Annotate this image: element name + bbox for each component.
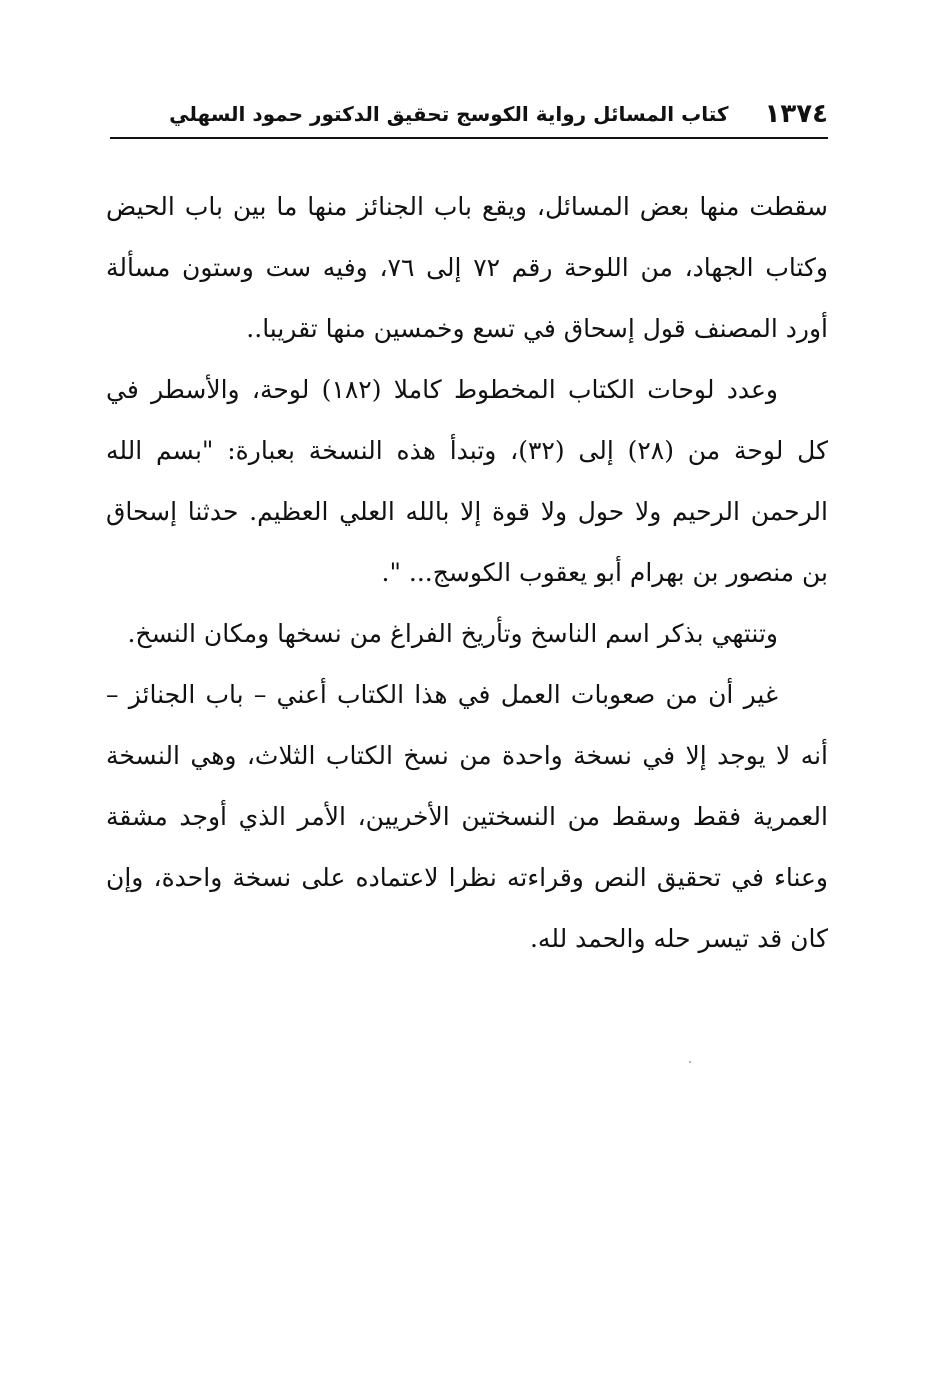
scan-speck	[689, 1061, 691, 1063]
header-rule	[110, 137, 828, 139]
paragraph: غير أن من صعوبات العمل في هذا الكتاب أعني – باب الجنائز – أنه لا يوجد إلا في نسخة واحدة من نسخ الكتاب الثلاث، وهي النسخة العمرية فقط وسقط من النسختين الأخريين، الأمر الذي أوجد مشقة وعناء في تحقيق النص وقراءته نظرا لاعتماده على نسخة واحدة، وإن كان قد تيسر حله والحمد لله.	[106, 680, 828, 953]
page-number: ١٣٧٤	[764, 99, 828, 129]
paragraph: سقطت منها بعض المسائل، ويقع باب الجنائز منها ما بين باب الحيض وكتاب الجهاد، من اللوحة رقم ٧٢ إلى ٧٦، وفيه ست وستون مسألة أورد المصنف قول إسحاق في تسع وخمسين منها تقريبا..	[106, 192, 828, 343]
running-title: كتاب المسائل رواية الكوسج تحقيق الدكتور حمود السهلي	[169, 102, 729, 126]
page-header	[110, 96, 828, 132]
paragraph: وتنتهي بذكر اسم الناسخ وتأريخ الفراغ من نسخها ومكان النسخ.	[127, 619, 778, 648]
paragraph: وعدد لوحات الكتاب المخطوط كاملا (١٨٢) لوحة، والأسطر في كل لوحة من (٢٨) إلى (٣٢)، وتبدأ هذه النسخة بعبارة: "بسم الله الرحمن الرحيم ولا حول ولا قوة إلا بالله العلي العظيم. حدثنا إسحاق بن منصور بن بهرام أبو يعقوب الكوسج... ".	[106, 375, 828, 587]
body-text	[106, 176, 828, 969]
